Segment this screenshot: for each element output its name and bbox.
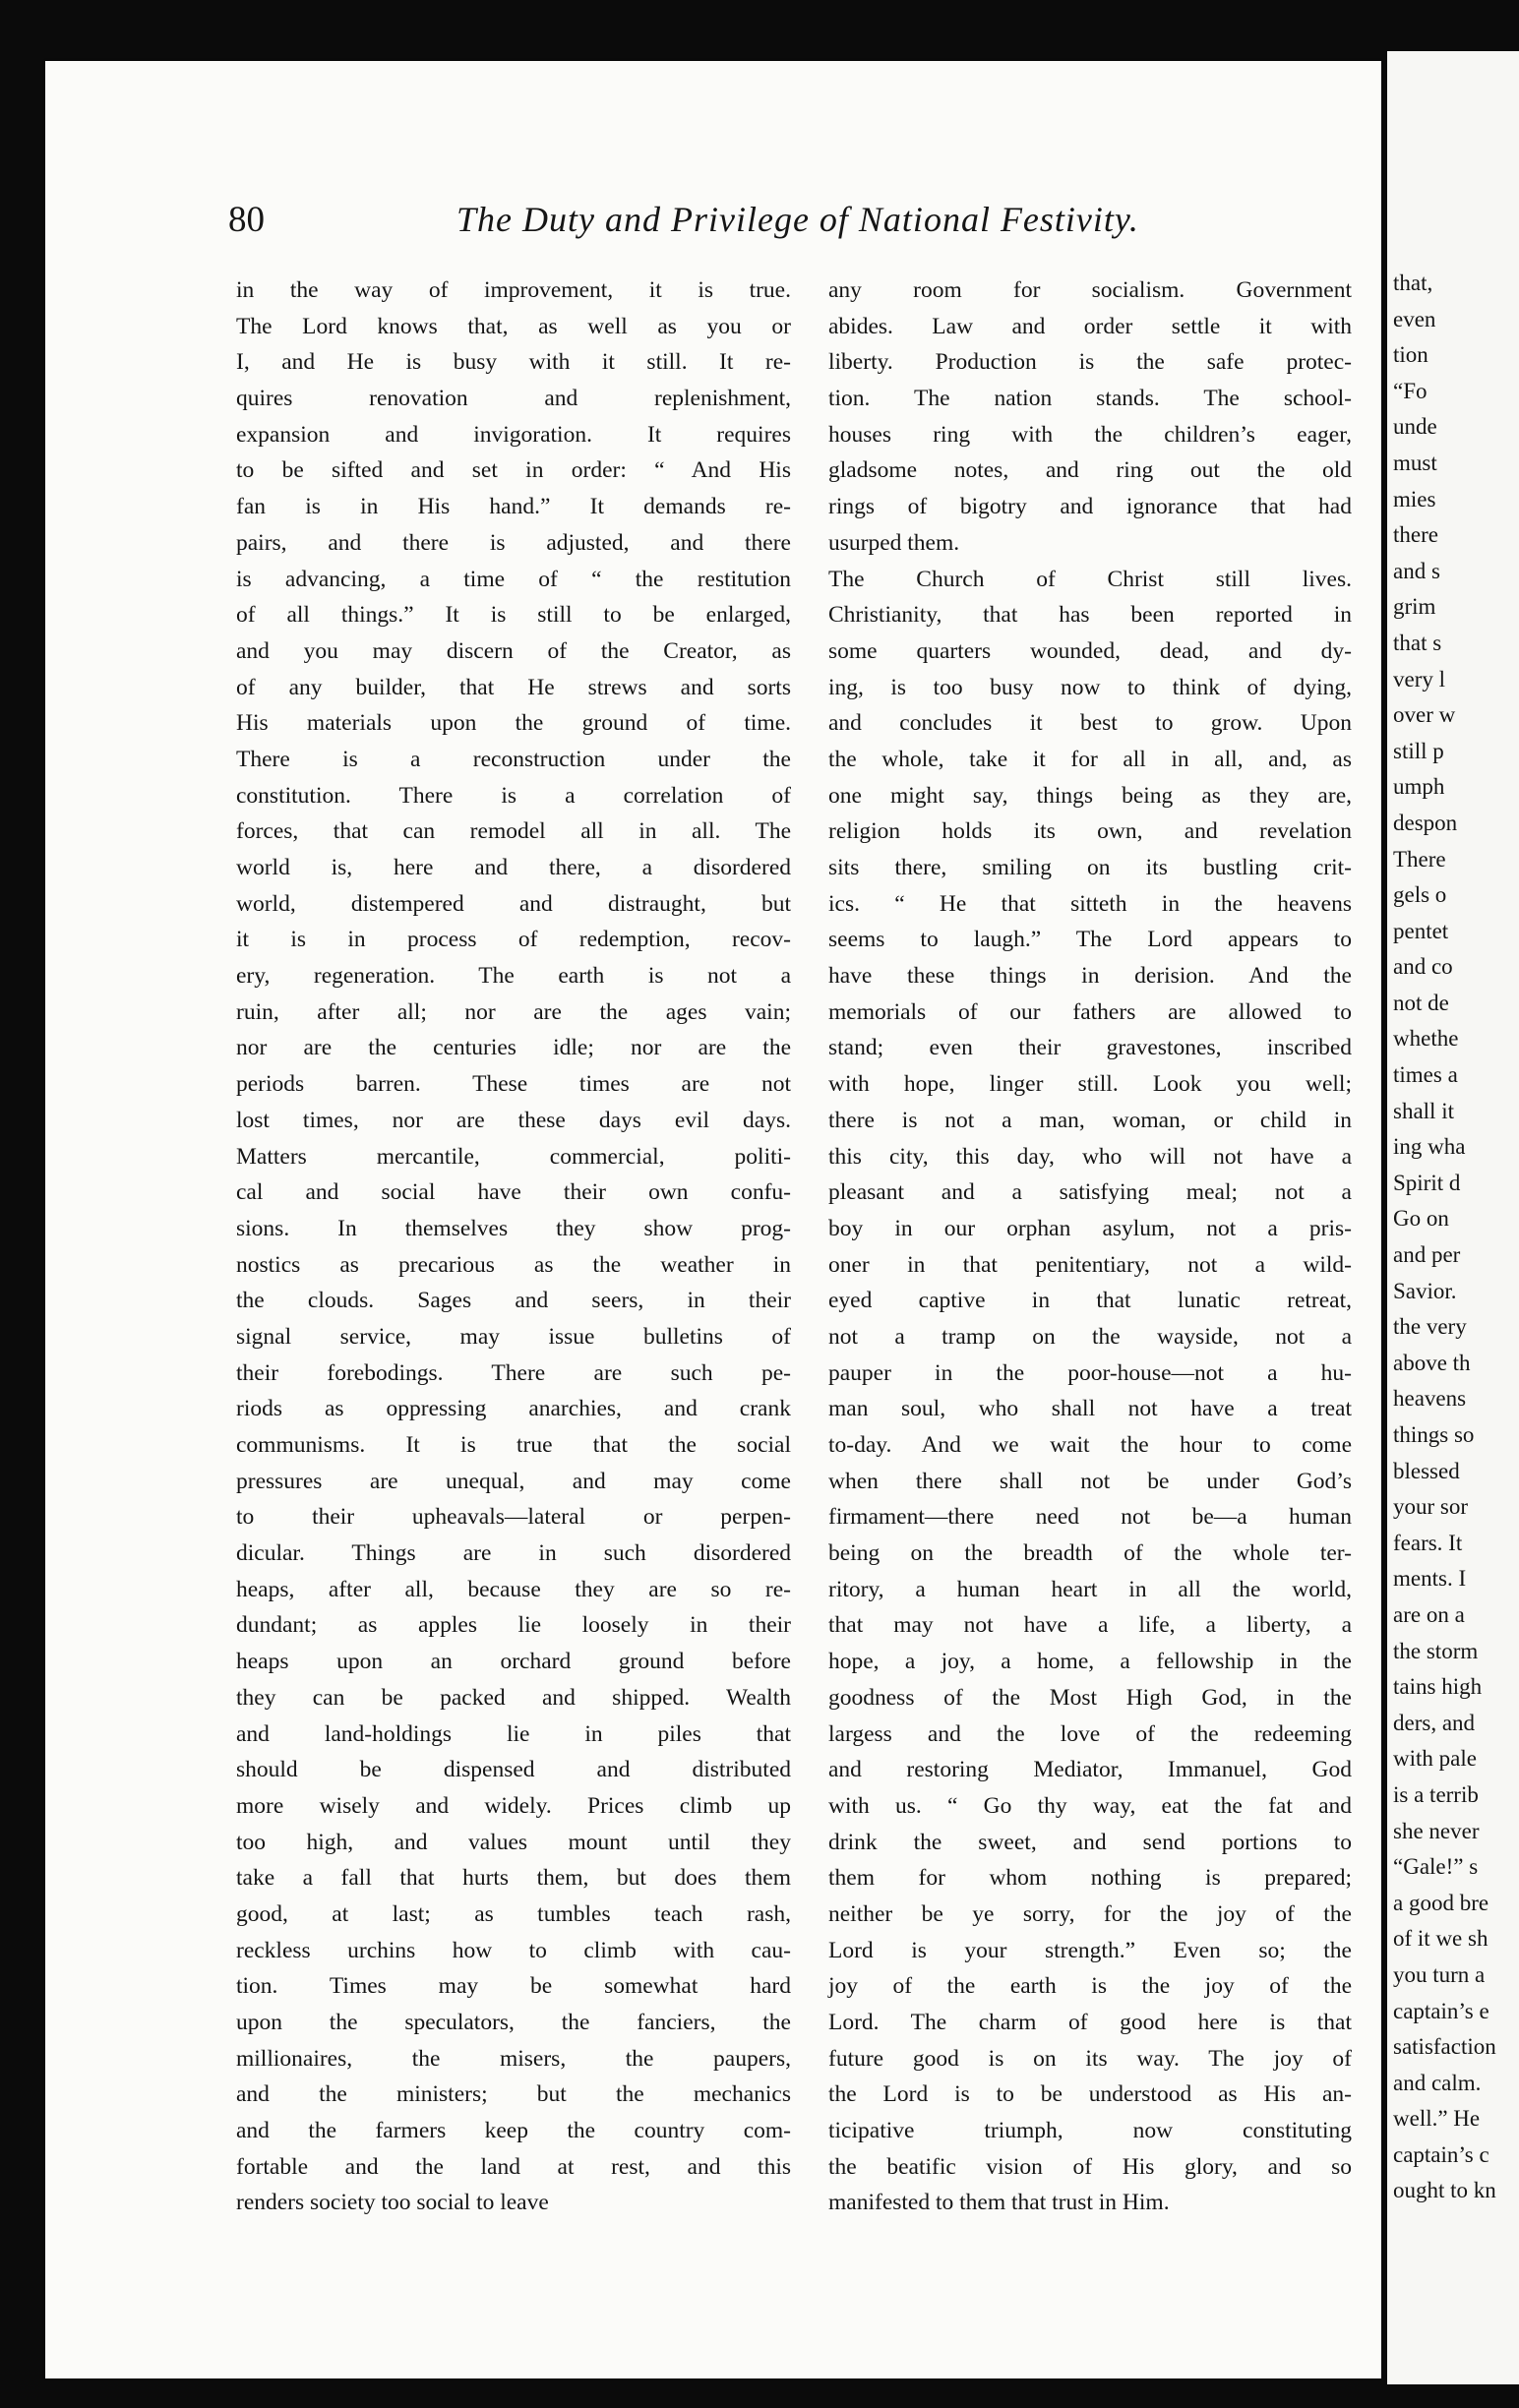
facing-text-line: must: [1393, 450, 1437, 475]
text-line: them for whom nothing is prepared;: [828, 1865, 1352, 1892]
text-line: dicular. Things are in such disordered: [236, 1540, 791, 1567]
text-line: to-day. And we wait the hour to come: [828, 1432, 1352, 1458]
text-line: upon the speculators, the fanciers, the: [236, 2010, 791, 2035]
text-line: sions. In themselves they show prog-: [236, 1215, 791, 1241]
text-line: future good is on its way. The joy of: [828, 2045, 1352, 2072]
text-line: Matters mercantile, commercial, politi-: [236, 1143, 791, 1170]
facing-text-line: and co: [1393, 954, 1453, 980]
text-line: joy of the earth is the joy of the: [828, 1973, 1352, 2000]
facing-page-edge: [1387, 51, 1519, 2384]
text-line: I, and He is busy with it still. It re-: [236, 349, 791, 376]
text-line: gladsome notes, and ring out the old: [828, 457, 1352, 484]
text-line: drink the sweet, and send portions to: [828, 1829, 1352, 1855]
facing-text-line: pentet: [1393, 918, 1449, 943]
text-line: nor are the centuries idle; nor are the: [236, 1035, 791, 1061]
text-line: should be dispensed and distributed: [236, 1757, 791, 1783]
book-page: [45, 61, 1381, 2378]
facing-text-line: that,: [1393, 271, 1433, 295]
facing-text-line: “Fo: [1393, 378, 1428, 403]
text-line: some quarters wounded, dead, and dy-: [828, 637, 1352, 664]
facing-text-line: Spirit d: [1393, 1170, 1461, 1195]
facing-text-line: gels o: [1393, 882, 1447, 908]
text-line: oner in that penitentiary, not a wild-: [828, 1251, 1352, 1278]
text-line: there is not a man, woman, or child in: [828, 1107, 1352, 1133]
text-line: houses ring with the children’s eager,: [828, 421, 1352, 448]
text-line: pauper in the poor-house—not a hu-: [828, 1359, 1352, 1386]
facing-text-line: that s: [1393, 630, 1442, 655]
facing-text-line: you turn a: [1393, 1961, 1486, 1987]
text-line: ing, is too busy now to think of dying,: [828, 674, 1352, 700]
text-line: take a fall that hurts them, but does them: [236, 1865, 791, 1892]
text-line: ruin, after all; nor are the ages vain;: [236, 998, 791, 1025]
text-line: not a tramp on the wayside, not a: [828, 1323, 1352, 1350]
text-line: eyed captive in that lunatic retreat,: [828, 1288, 1352, 1314]
text-line: nostics as precarious as the weather in: [236, 1251, 791, 1278]
facing-text-line: a good bre: [1393, 1890, 1489, 1915]
text-line: reckless urchins how to climb with cau-: [236, 1937, 791, 1963]
text-line: with hope, linger still. Look you well;: [828, 1071, 1352, 1098]
facing-text-line: she never: [1393, 1818, 1480, 1843]
text-line: boy in our orphan asylum, not a pris-: [828, 1215, 1352, 1241]
facing-text-line: Savior.: [1393, 1278, 1457, 1303]
text-line: manifested to them that trust in Him.: [828, 2190, 1170, 2216]
text-line: sits there, smiling on its bustling crit-: [828, 855, 1352, 880]
text-line: the beatific vision of His glory, and so: [828, 2153, 1352, 2180]
facing-text-line: fears. It: [1393, 1530, 1463, 1555]
text-line: usurped them.: [828, 529, 960, 556]
text-line: good, at last; as tumbles teach rash,: [236, 1900, 791, 1927]
text-line: in the way of improvement, it is true.: [236, 277, 791, 303]
text-line: neither be ye sorry, for the joy of the: [828, 1900, 1352, 1927]
text-line: memorials of our fathers are allowed to: [828, 998, 1352, 1025]
text-line: and the ministers; but the mechanics: [236, 2081, 791, 2108]
text-line: more wisely and widely. Prices climb up: [236, 1792, 791, 1819]
text-line: tion. The nation stands. The school-: [828, 386, 1352, 412]
text-line: cal and social have their own confu-: [236, 1179, 791, 1206]
text-line: and restoring Mediator, Immanuel, God: [828, 1757, 1352, 1783]
facing-text-line: and calm.: [1393, 2070, 1482, 2095]
text-line: rings of bigotry and ignorance that had: [828, 494, 1352, 520]
text-line: stand; even their gravestones, inscribed: [828, 1035, 1352, 1061]
text-line: world, distempered and distraught, but: [236, 890, 791, 917]
text-line: the whole, take it for all in all, and, as: [828, 746, 1352, 772]
text-line: of any builder, that He strews and sorts: [236, 674, 791, 700]
text-line: and land-holdings lie in piles that: [236, 1720, 791, 1747]
text-line: religion holds its own, and revelation: [828, 818, 1352, 845]
text-line: His materials upon the ground of time.: [236, 710, 791, 737]
text-line: their forebodings. There are such pe-: [236, 1359, 791, 1386]
text-line: with us. “ Go thy way, eat the fat and: [828, 1792, 1352, 1819]
facing-text-line: is a terrib: [1393, 1781, 1479, 1807]
facing-text-line: and s: [1393, 558, 1440, 583]
text-line: being on the breadth of the whole ter-: [828, 1540, 1352, 1567]
facing-text-line: things so: [1393, 1422, 1475, 1447]
text-line: and concludes it best to grow. Upon: [828, 710, 1352, 737]
text-line: forces, that can remodel all in all. The: [236, 818, 791, 845]
text-line: ics. “ He that sitteth in the heavens: [828, 890, 1352, 917]
facing-text-line: the storm: [1393, 1638, 1479, 1663]
text-line: pleasant and a satisfying meal; not a: [828, 1179, 1352, 1206]
text-line: dundant; as apples lie loosely in their: [236, 1612, 791, 1639]
text-line: constitution. There is a correlation of: [236, 782, 791, 809]
text-line: is advancing, a time of “ the restitution: [236, 566, 791, 592]
facing-text-line: ments. I: [1393, 1566, 1467, 1592]
text-line: quires renovation and replenishment,: [236, 386, 791, 412]
facing-text-line: times a: [1393, 1062, 1458, 1088]
facing-page-text: [1393, 266, 1519, 2209]
text-line: communisms. It is true that the social: [236, 1432, 791, 1458]
facing-text-line: of it we sh: [1393, 1926, 1489, 1952]
text-line: that may not have a life, a liberty, a: [828, 1612, 1352, 1639]
text-line: heaps, after all, because they are so re-: [236, 1576, 791, 1602]
text-line: world is, here and there, a disordered: [236, 855, 791, 880]
facing-text-line: captain’s e: [1393, 1998, 1489, 2023]
text-line: have these things in derision. And the: [828, 963, 1352, 990]
facing-text-line: above th: [1393, 1350, 1471, 1375]
facing-text-line: umph: [1393, 774, 1445, 800]
facing-text-line: captain’s c: [1393, 2141, 1489, 2167]
text-line: they can be packed and shipped. Wealth: [236, 1684, 791, 1711]
facing-text-line: unde: [1393, 414, 1437, 440]
text-line: signal service, may issue bulletins of: [236, 1323, 791, 1350]
text-line: the Lord is to be understood as His an-: [828, 2081, 1352, 2108]
text-line: goodness of the Most High God, in the: [828, 1684, 1352, 1711]
facing-text-line: very l: [1393, 666, 1446, 692]
text-line: Christianity, that has been reported in: [828, 602, 1352, 629]
facing-text-line: your sor: [1393, 1494, 1469, 1520]
text-line: fan is in His hand.” It demands re-: [236, 494, 791, 520]
text-line: tion. Times may be somewhat hard: [236, 1973, 791, 2000]
text-line: and you may discern of the Creator, as: [236, 637, 791, 664]
text-line: pairs, and there is adjusted, and there: [236, 529, 791, 556]
facing-text-line: blessed: [1393, 1458, 1460, 1483]
facing-text-line: “Gale!” s: [1393, 1854, 1479, 1880]
text-line: firmament—there need not be—a human: [828, 1504, 1352, 1531]
text-line: millionaires, the misers, the paupers,: [236, 2045, 791, 2072]
text-line: riods as oppressing anarchies, and crank: [236, 1396, 791, 1422]
facing-text-line: with pale: [1393, 1746, 1477, 1772]
facing-text-line: even: [1393, 306, 1436, 331]
text-line: The Lord knows that, as well as you or: [236, 313, 791, 339]
facing-text-line: grim: [1393, 594, 1436, 620]
text-line: abides. Law and order settle it with: [828, 313, 1352, 339]
text-line: to be sifted and set in order: “ And His: [236, 457, 791, 484]
text-line: of all things.” It is still to be enlarged,: [236, 602, 791, 629]
text-line: Lord is your strength.” Even so; the: [828, 1937, 1352, 1963]
facing-text-line: ought to kn: [1393, 2178, 1496, 2203]
facing-text-line: not de: [1393, 990, 1449, 1015]
text-line: and the farmers keep the country com-: [236, 2118, 791, 2144]
text-line: ritory, a human heart in all the world,: [828, 1576, 1352, 1602]
facing-text-line: whethe: [1393, 1026, 1459, 1052]
facing-text-line: there: [1393, 522, 1438, 548]
text-line: heaps upon an orchard ground before: [236, 1649, 791, 1675]
text-line: when there shall not be under God’s: [828, 1468, 1352, 1494]
text-line: this city, this day, who will not have a: [828, 1143, 1352, 1170]
text-line: periods barren. These times are not: [236, 1071, 791, 1098]
facing-text-line: still p: [1393, 738, 1444, 763]
right-text-column: [828, 272, 1352, 2221]
text-line: Lord. The charm of good here is that: [828, 2010, 1352, 2035]
facing-text-line: despon: [1393, 810, 1458, 835]
text-line: expansion and invigoration. It requires: [236, 421, 791, 448]
text-line: too high, and values mount until they: [236, 1829, 791, 1855]
text-line: ery, regeneration. The earth is not a: [236, 963, 791, 990]
text-line: ticipative triumph, now constituting: [828, 2118, 1352, 2144]
page-number: 80: [228, 200, 265, 240]
text-line: any room for socialism. Government: [828, 277, 1352, 303]
text-line: renders society too social to leave: [236, 2190, 549, 2216]
facing-text-line: shall it: [1393, 1098, 1454, 1123]
text-line: liberty. Production is the safe protec-: [828, 349, 1352, 376]
facing-text-line: ing wha: [1393, 1134, 1466, 1160]
facing-text-line: the very: [1393, 1314, 1467, 1340]
text-line: lost times, nor are these days evil days.: [236, 1107, 791, 1133]
text-line: it is in process of redemption, recov-: [236, 927, 791, 953]
facing-text-line: are on a: [1393, 1601, 1465, 1627]
text-line: the clouds. Sages and seers, in their: [236, 1288, 791, 1314]
text-line: man soul, who shall not have a treat: [828, 1396, 1352, 1422]
facing-text-line: satisfaction: [1393, 2034, 1496, 2060]
text-line: seems to laugh.” The Lord appears to: [828, 927, 1352, 953]
facing-text-line: and per: [1393, 1242, 1461, 1268]
text-line: fortable and the land at rest, and this: [236, 2153, 791, 2180]
facing-text-line: ders, and: [1393, 1710, 1476, 1735]
text-line: There is a reconstruction under the: [236, 746, 791, 772]
facing-text-line: well.” He: [1393, 2106, 1481, 2132]
facing-text-line: There: [1393, 846, 1446, 872]
facing-text-line: Go on: [1393, 1206, 1449, 1232]
text-line: pressures are unequal, and may come: [236, 1468, 791, 1494]
text-line: one might say, things being as they are,: [828, 782, 1352, 809]
text-line: to their upheavals—lateral or perpen-: [236, 1504, 791, 1531]
text-line: hope, a joy, a home, a fellowship in the: [828, 1649, 1352, 1675]
text-line: largess and the love of the redeeming: [828, 1720, 1352, 1747]
facing-text-line: over w: [1393, 702, 1456, 728]
text-line: The Church of Christ still lives.: [828, 566, 1352, 592]
facing-text-line: tion: [1393, 342, 1428, 368]
facing-text-line: tains high: [1393, 1674, 1483, 1700]
facing-text-line: heavens: [1393, 1386, 1467, 1412]
running-title: The Duty and Privilege of National Festivity.: [456, 200, 1139, 239]
facing-text-line: mies: [1393, 486, 1436, 512]
left-text-column: [236, 272, 791, 2221]
